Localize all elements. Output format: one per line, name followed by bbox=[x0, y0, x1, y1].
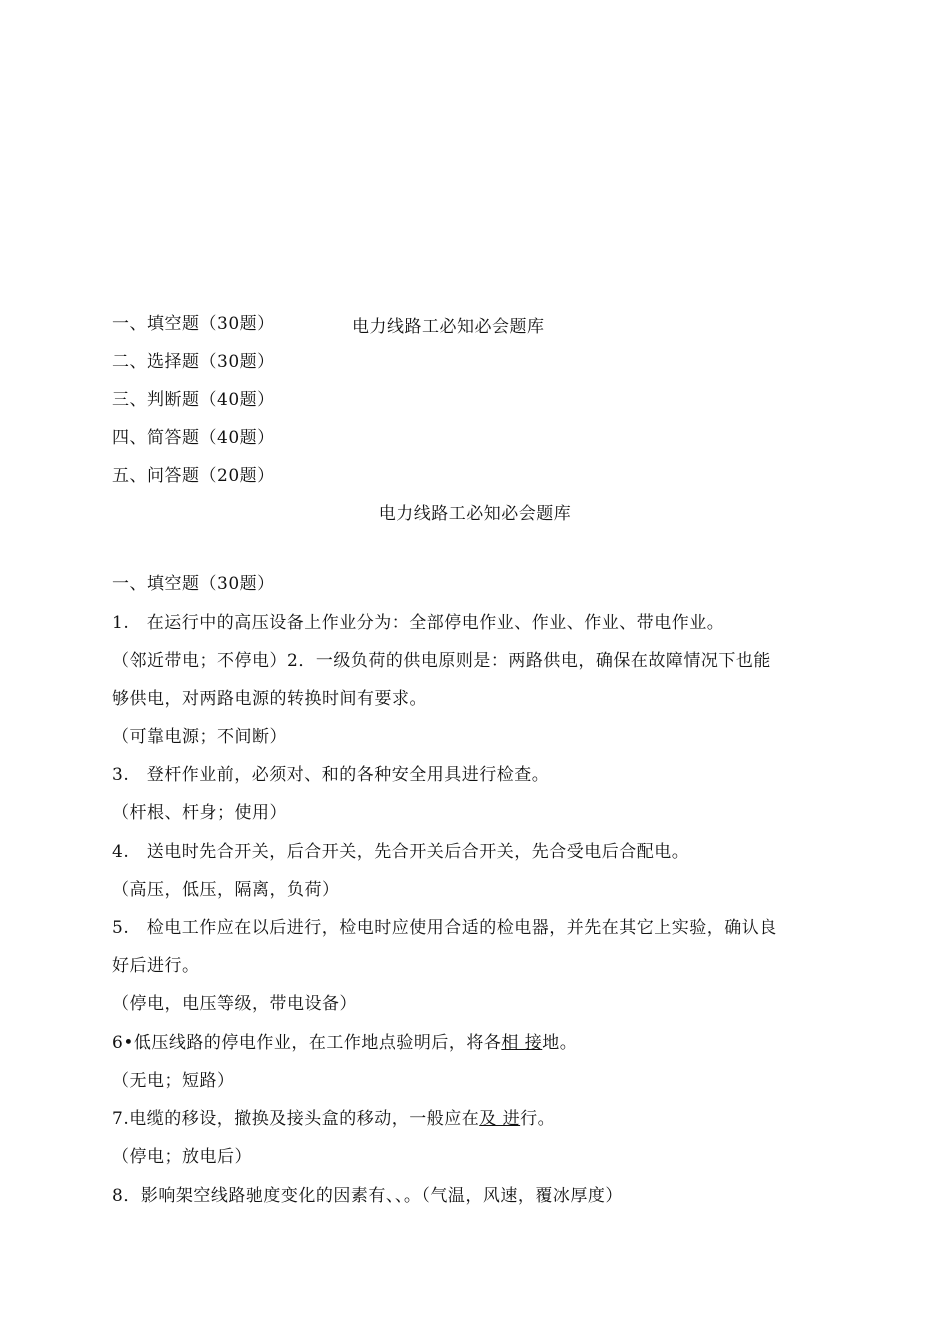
toc-item-5: 五、问答题（20题） bbox=[112, 466, 275, 486]
question-6 bbox=[112, 1032, 577, 1054]
toc-item-4: 四、简答题（40题） bbox=[112, 428, 275, 448]
section-heading: 一、填空题（30题） bbox=[112, 574, 275, 594]
question-2-continued: 够供电，对两路电源的转换时间有要求。 bbox=[112, 689, 427, 709]
question-4: 4. 送电时先合开关，后合开关，先合开关后合开关，先合受电后合配电。 bbox=[112, 842, 690, 862]
question-6-tail: 地。 bbox=[542, 1033, 578, 1053]
question-7 bbox=[112, 1108, 555, 1130]
question-7-tail: 行。 bbox=[520, 1109, 556, 1129]
toc-item-3: 三、判断题（40题） bbox=[112, 390, 275, 410]
question-3: 3. 登杆作业前，必须对、和的各种安全用具进行检查。 bbox=[112, 765, 550, 785]
document-title: 电力线路工必知必会题库 bbox=[378, 504, 572, 524]
question-5-continued: 好后进行。 bbox=[112, 956, 200, 976]
answer-6: （无电；短路） bbox=[112, 1071, 235, 1091]
clipped-document-title: 电力线路工必知必会题库 bbox=[352, 317, 545, 334]
question-8: 8．影响架空线路驰度变化的因素有、、。（气温，风速，覆冰厚度） bbox=[112, 1186, 623, 1206]
question-1: 1. 在运行中的高压设备上作业分为：全部停电作业、作业、作业、带电作业。 bbox=[112, 613, 725, 633]
answer-3: （杆根、杆身；使用） bbox=[112, 803, 287, 823]
toc-item-2: 二、选择题（30题） bbox=[112, 352, 275, 372]
question-6-text: 6•低压线路的停电作业，在工作地点验明后，将各 bbox=[112, 1033, 502, 1053]
question-7-underlined: 及 进 bbox=[479, 1109, 521, 1129]
answer-5: （停电，电压等级，带电设备） bbox=[112, 994, 357, 1014]
answer-2: （可靠电源；不间断） bbox=[112, 727, 287, 747]
question-5: 5. 检电工作应在以后进行，检电时应使用合适的检电器，并先在其它上实验，确认良 bbox=[112, 918, 777, 938]
answer-7: （停电；放电后） bbox=[112, 1147, 252, 1167]
answer-1-question-2: （邻近带电；不停电）2．一级负荷的供电原则是：两路供电，确保在故障情况下也能 bbox=[112, 651, 771, 671]
answer-4: （高压，低压，隔离，负荷） bbox=[112, 880, 340, 900]
question-6-underlined: 相 接 bbox=[501, 1033, 543, 1053]
toc-item-1: 一、填空题（30题） bbox=[112, 314, 275, 334]
question-7-text: 7.电缆的移设，撤换及接头盒的移动，一般应在 bbox=[112, 1109, 480, 1129]
